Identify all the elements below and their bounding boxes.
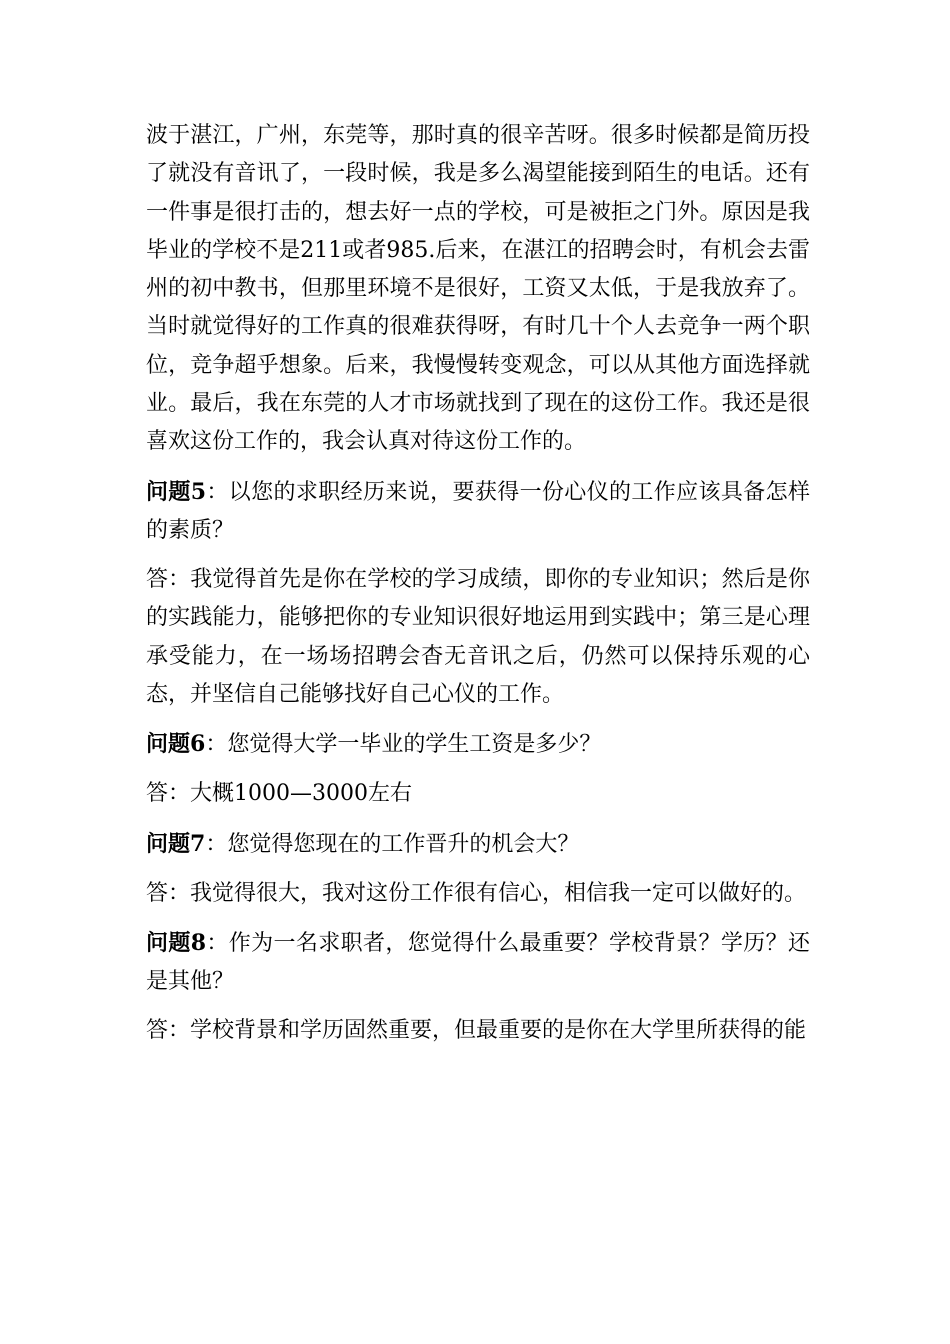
question-6 [146, 725, 810, 764]
answer-6: 答：大概1000—3000左右 [146, 781, 412, 807]
question-text: ：以您的求职经历来说，要获得一份心仪的工作应该具备怎样的素质？ [146, 479, 810, 543]
answer-5: 答：我觉得首先是你在学校的学习成绩，即你的专业知识；然后是你的实践能力，能够把你的专业知识很好地运用到实践中；第三是心理承受能力，在一场场招聘会杳无音讯之后，仍然可以保持乐观的心态，并坚信自己能够找好自己心仪的工作。 [146, 567, 810, 707]
document-body [146, 117, 810, 1051]
question-7 [146, 825, 810, 864]
question-label: 问题5 [146, 478, 207, 505]
question-text: ：您觉得大学一毕业的学生工资是多少？ [205, 732, 602, 758]
question-5 [146, 473, 810, 551]
answer-7: 答：我觉得很大，我对这份工作很有信心，相信我一定可以做好的。 [146, 880, 807, 906]
answer-8: 答：学校背景和学历固然重要，但最重要的是你在大学里所获得的能 [146, 1018, 807, 1044]
question-text: ：您觉得您现在的工作晋升的机会大？ [205, 831, 580, 857]
question-8 [146, 924, 810, 1002]
paragraph-intro: 波于湛江，广州，东莞等，那时真的很辛苦呀。很多时候都是简历投了就没有音讯了，一段时候，我是多么渴望能接到陌生的电话。还有一件事是很打击的，想去好一点的学校，可是被拒之门外。原因是我毕业的学校不是211或者985.后来，在湛江的招聘会时，有机会去雷州的初中教书，但那里环境不是很好，工资又太低，于是我放弃了。当时就觉得好的工作真的很难获得呀，有时几十个人去竞争一两个职位，竞争超乎想象。后来，我慢慢转变观念，可以从其他方面选择就业。最后，我在东莞的人才市场就找到了现在的这份工作。我还是很喜欢这份工作的，我会认真对待这份工作的。 [146, 123, 810, 455]
question-label: 问题8 [146, 929, 207, 956]
question-text: ：作为一名求职者，您觉得什么最重要？学校背景？学历？还是其他？ [146, 930, 810, 995]
question-label: 问题6 [146, 731, 206, 758]
question-label: 问题7 [146, 830, 206, 857]
